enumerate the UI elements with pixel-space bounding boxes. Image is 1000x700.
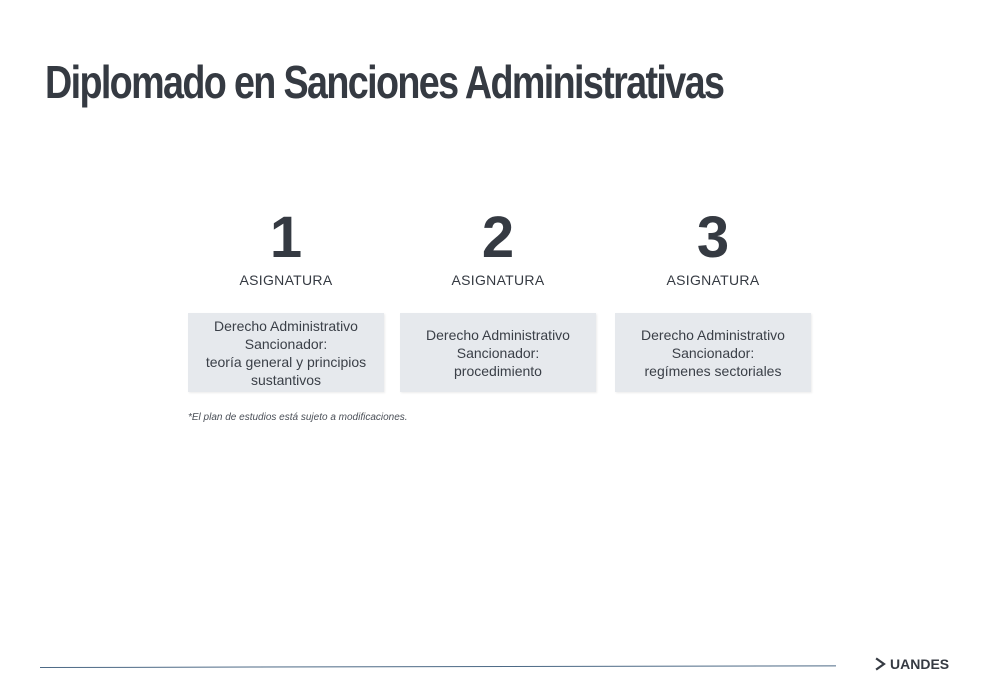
course-label: ASIGNATURA bbox=[239, 272, 333, 288]
course-1-heading bbox=[188, 205, 384, 289]
course-3-heading bbox=[615, 205, 811, 289]
footnote: *El plan de estudios está sujeto a modificaciones. bbox=[188, 412, 408, 423]
chevron-right-icon bbox=[874, 657, 888, 671]
brand-name: UANDES bbox=[890, 656, 950, 672]
course-3-box bbox=[615, 313, 811, 392]
course-2-box bbox=[400, 313, 596, 392]
course-name: Derecho Administrativo Sancionador: regímenes sectoriales bbox=[641, 326, 785, 379]
course-name: Derecho Administrativo Sancionador: teoría general y principios sustantivos bbox=[205, 317, 367, 388]
course-2-heading bbox=[400, 205, 596, 289]
course-label: ASIGNATURA bbox=[451, 272, 545, 288]
course-1-box bbox=[188, 313, 384, 392]
course-number: 1 bbox=[269, 205, 303, 270]
page-title: Diplomado en Sanciones Administrativas bbox=[45, 56, 724, 108]
course-name: Derecho Administrativo Sancionador: procedimiento bbox=[426, 326, 570, 379]
course-label: ASIGNATURA bbox=[666, 272, 760, 288]
brand-logo bbox=[874, 656, 949, 672]
course-number: 3 bbox=[696, 205, 730, 270]
footer-divider bbox=[40, 665, 836, 668]
course-number: 2 bbox=[481, 205, 515, 270]
